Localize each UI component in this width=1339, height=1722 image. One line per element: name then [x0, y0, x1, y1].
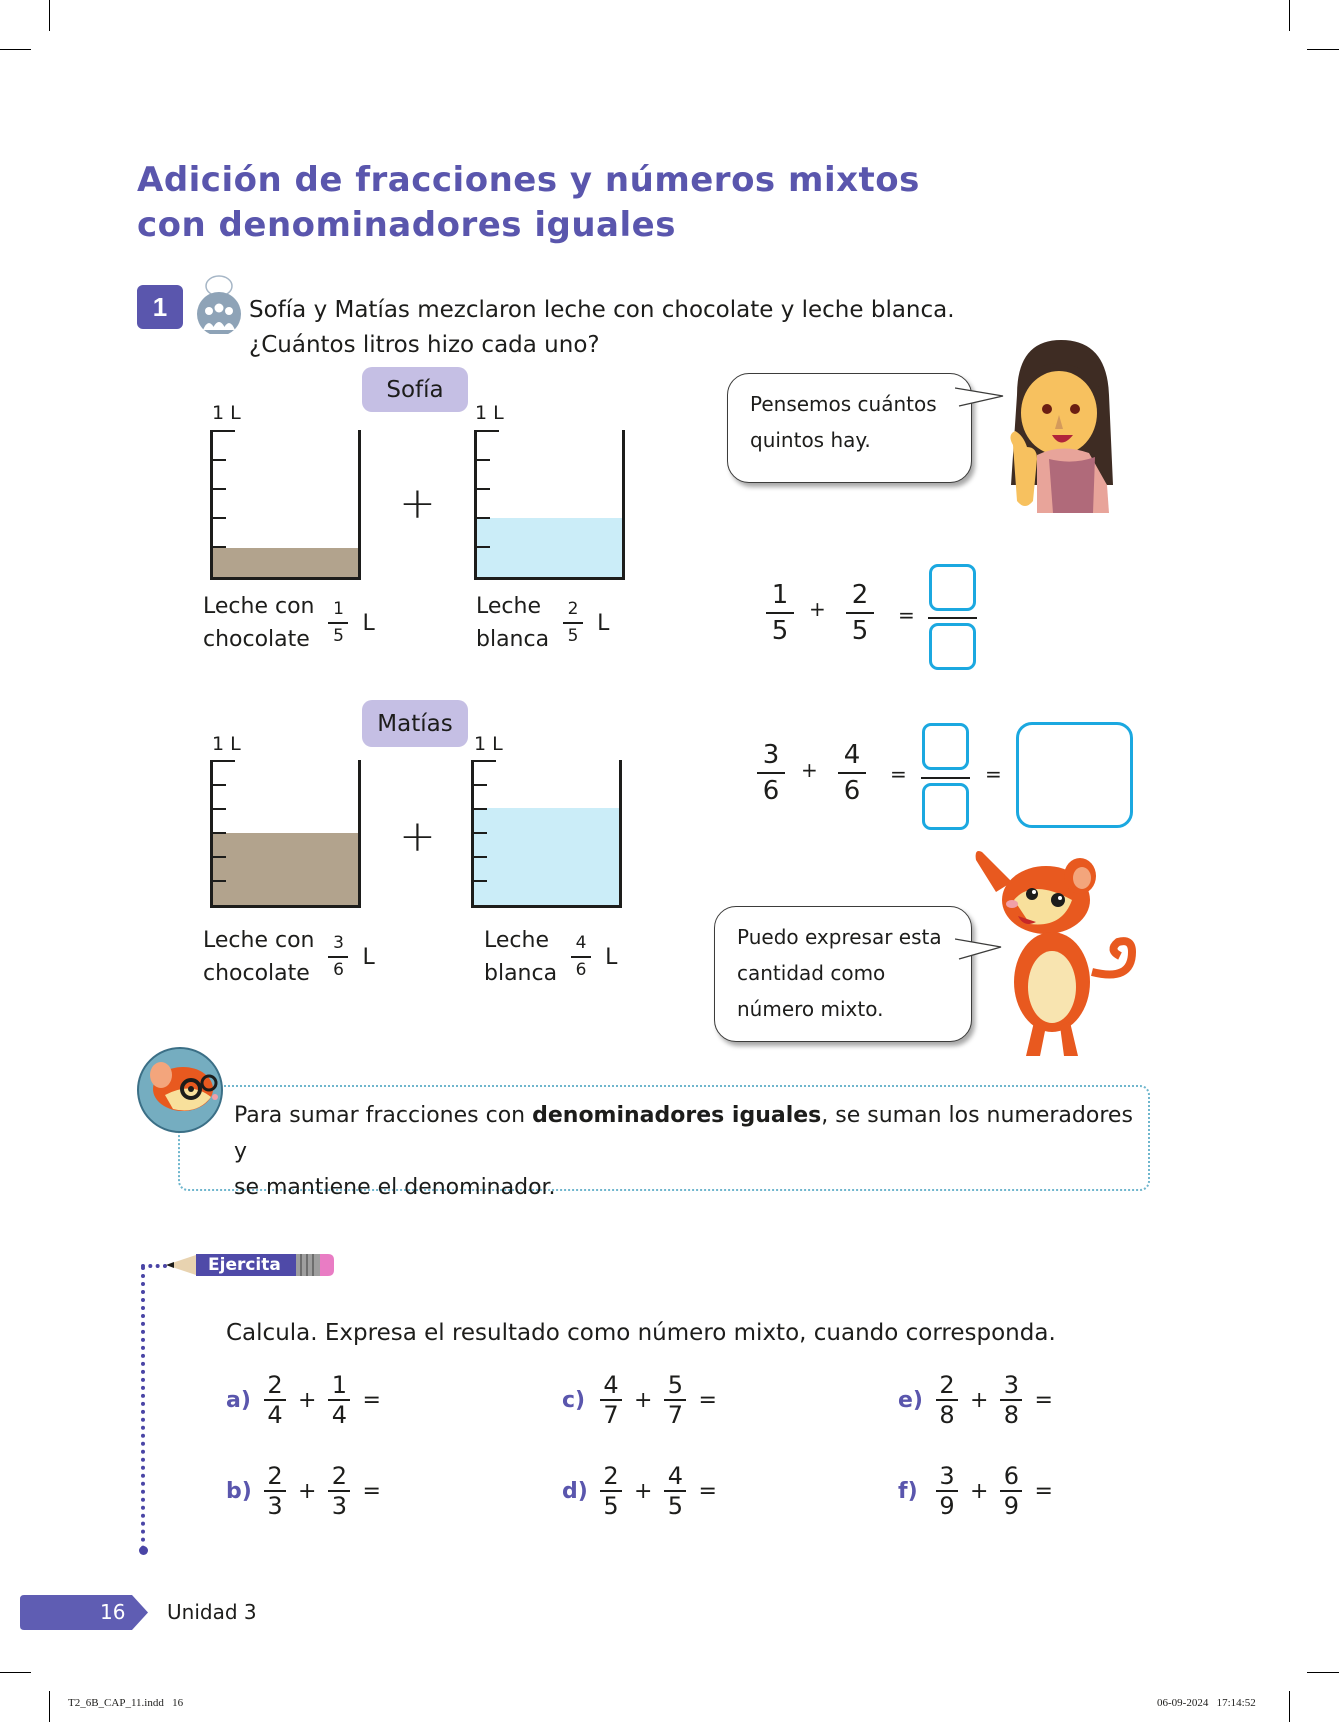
tick: [213, 546, 226, 548]
plus-sign: +: [634, 1478, 653, 1504]
tick: [474, 856, 487, 858]
fraction: [664, 1463, 686, 1519]
label-line: Leche: [484, 928, 549, 953]
tick: [213, 459, 226, 461]
label-line: chocolate: [203, 627, 310, 652]
fraction: [1000, 1463, 1022, 1519]
equals-sign: =: [698, 1387, 717, 1413]
denominator: 9: [939, 1492, 955, 1520]
crop-mark: [49, 1691, 50, 1722]
equals-sign: =: [890, 762, 907, 786]
fraction: [328, 1372, 350, 1428]
numerator: 2: [267, 1371, 283, 1399]
numerator: 2: [851, 580, 869, 610]
beaker-chocolate-matias: [210, 760, 361, 908]
fraction: [328, 934, 348, 980]
item-label: b): [226, 1478, 252, 1504]
numerator: 6: [1003, 1462, 1020, 1490]
label-white-matias: [484, 924, 617, 990]
fraction-bar: [928, 617, 977, 619]
denominator: 5: [771, 616, 789, 646]
unit: L: [362, 610, 375, 636]
ejercita-pencil-tag: [166, 1251, 334, 1279]
tick: [213, 856, 226, 858]
denominator: 5: [333, 626, 344, 646]
equals-sign: =: [362, 1478, 381, 1504]
bubble-line: quintos hay.: [750, 428, 871, 452]
numerator: 1: [333, 599, 344, 619]
info-line-2: se mantiene el denominador.: [234, 1175, 556, 1200]
bubble-line: número mixto.: [737, 997, 884, 1021]
capacity-label: 1 L: [475, 402, 504, 424]
info-line-1: [234, 1098, 1134, 1170]
numerator: 1: [331, 1371, 348, 1399]
capacity-label: 1 L: [212, 402, 241, 424]
exercise-item-d: [562, 1463, 717, 1519]
denominator: 4: [267, 1401, 283, 1429]
fraction: [264, 1372, 286, 1428]
equals-sign: =: [698, 1478, 717, 1504]
speech-bubble-girl: [727, 373, 972, 483]
numerator: 3: [762, 740, 780, 770]
plus-sign: +: [970, 1478, 989, 1504]
label-chocolate-matias: [203, 924, 375, 990]
bubble-line: cantidad como: [737, 961, 886, 985]
plus-sign: +: [399, 478, 436, 529]
denominator: 5: [667, 1492, 684, 1520]
tick: [213, 832, 226, 834]
capacity-label: 1 L: [212, 733, 241, 755]
tick: [474, 808, 487, 810]
page-number: 16: [100, 1600, 126, 1624]
denominator: 5: [567, 626, 579, 646]
label-line: chocolate: [203, 961, 310, 986]
equals-sign: =: [362, 1387, 381, 1413]
numerator: 2: [267, 1462, 283, 1490]
answer-box-mixed-number[interactable]: [1016, 722, 1133, 828]
fraction: [600, 1372, 622, 1428]
fraction: [936, 1372, 958, 1428]
monkey-illustration: [952, 842, 1152, 1062]
print-slug-date: 06-09-2024 17:14:52: [1157, 1697, 1256, 1709]
unit: L: [597, 610, 610, 636]
tick: [477, 430, 499, 432]
problem-prompt: [249, 293, 955, 363]
tick: [474, 760, 496, 762]
numerator: 4: [603, 1371, 619, 1399]
equation2-fraction-b: [838, 740, 866, 806]
answer-box-numerator[interactable]: [929, 564, 976, 611]
group-discussion-icon: [195, 274, 245, 334]
item-label: f): [898, 1478, 918, 1504]
tick: [213, 430, 235, 432]
label-line: Leche con: [203, 928, 315, 953]
numerator: 5: [667, 1371, 684, 1399]
numerator: 1: [771, 580, 789, 610]
ejercita-label: Ejercita: [208, 1255, 281, 1275]
denominator: 9: [1003, 1492, 1020, 1520]
numerator: 4: [667, 1462, 684, 1490]
denominator: 6: [762, 776, 780, 806]
numerator: 4: [843, 740, 861, 770]
fraction: [264, 1463, 286, 1519]
name-tag-matias: Matías: [362, 700, 468, 747]
beaker-white-sofia: [474, 430, 625, 580]
prompt-line-1: Sofía y Matías mezclaron leche con chocolate y leche blanca.: [249, 297, 955, 323]
answer-box-numerator[interactable]: [922, 723, 969, 770]
liquid-white: [474, 808, 619, 905]
plus-sign: +: [801, 758, 818, 782]
fraction-bar: [921, 777, 970, 779]
exercise-instruction: Calcula. Expresa el resultado como número mixto, cuando corresponda.: [226, 1320, 1056, 1346]
tick: [213, 880, 226, 882]
prompt-line-2: ¿Cuántos litros hizo cada uno?: [249, 332, 600, 358]
denominator: 6: [333, 960, 344, 980]
crop-mark: [0, 49, 31, 50]
speech-bubble-monkey: [714, 906, 972, 1042]
equals-sign: =: [1034, 1478, 1053, 1504]
tick: [213, 808, 226, 810]
plus-sign: +: [634, 1387, 653, 1413]
crop-mark: [49, 0, 50, 31]
equals-sign: =: [985, 762, 1002, 786]
crop-mark: [1289, 0, 1290, 31]
denominator: 3: [331, 1492, 348, 1520]
info-text-bold: denominadores iguales: [532, 1103, 822, 1128]
denominator: 8: [939, 1401, 955, 1429]
equation1-fraction-a: [766, 580, 794, 646]
liquid-chocolate: [213, 833, 358, 906]
denominator: 6: [575, 960, 587, 980]
numerator: 2: [939, 1371, 955, 1399]
tick: [477, 546, 490, 548]
liquid-chocolate: [213, 548, 358, 577]
fraction: [571, 934, 591, 980]
crop-mark: [1307, 1672, 1339, 1673]
name-tag-sofia: Sofía: [362, 367, 468, 412]
answer-box-denominator[interactable]: [922, 783, 969, 830]
bubble-line: Puedo expresar esta: [737, 925, 942, 949]
info-text: [234, 1098, 1134, 1206]
tick: [213, 488, 226, 490]
plus-sign: +: [298, 1387, 317, 1413]
equals-sign: =: [898, 603, 915, 627]
numerator: 2: [603, 1462, 619, 1490]
exercise-item-e: [898, 1372, 1053, 1428]
tick: [477, 517, 490, 519]
exercise-item-c: [562, 1372, 717, 1428]
tick: [477, 459, 490, 461]
page-number-tab: [20, 1595, 148, 1630]
tick: [474, 784, 487, 786]
denominator: 7: [603, 1401, 619, 1429]
label-line: blanca: [484, 961, 558, 986]
fraction: [328, 1463, 350, 1519]
label-line: Leche con: [203, 594, 315, 619]
page-title: [137, 158, 920, 248]
denominator: 3: [267, 1492, 283, 1520]
denominator: 5: [851, 616, 869, 646]
label-white-sofia: [476, 590, 609, 656]
unit-label: Unidad 3: [167, 1600, 257, 1624]
crop-mark: [1307, 49, 1339, 50]
unit: L: [605, 944, 618, 970]
item-label: a): [226, 1387, 251, 1413]
fraction: [600, 1463, 622, 1519]
tick: [213, 760, 235, 762]
fraction: [936, 1463, 958, 1519]
item-label: d): [562, 1478, 588, 1504]
plus-sign: +: [970, 1387, 989, 1413]
fraction: [664, 1372, 686, 1428]
plus-sign: +: [809, 597, 826, 621]
capacity-label: 1 L: [474, 733, 503, 755]
exercise-item-a: [226, 1372, 381, 1428]
print-slug-file: T2_6B_CAP_11.indd 16: [68, 1697, 184, 1709]
tick: [213, 784, 226, 786]
numerator: 3: [1003, 1371, 1020, 1399]
bubble-line: Pensemos cuántos: [750, 392, 937, 416]
denominator: 8: [1003, 1401, 1020, 1429]
tick: [213, 517, 226, 519]
tick: [477, 488, 490, 490]
tick: [474, 832, 487, 834]
plus-sign: +: [399, 811, 436, 862]
label-line: blanca: [476, 627, 550, 652]
exercise-item-b: [226, 1463, 381, 1519]
item-label: e): [898, 1387, 923, 1413]
label-chocolate-sofia: [203, 590, 375, 656]
liquid-white: [477, 518, 622, 577]
equation2-fraction-a: [757, 740, 785, 806]
fraction: [1000, 1372, 1022, 1428]
numerator: 3: [939, 1462, 955, 1490]
numerator: 2: [331, 1462, 348, 1490]
item-label: c): [562, 1387, 586, 1413]
beaker-chocolate-sofia: [210, 430, 361, 580]
numerator: 4: [575, 933, 587, 953]
numerator: 3: [333, 933, 344, 953]
title-line-2: con denominadores iguales: [137, 205, 676, 245]
problem-number-badge: 1: [137, 285, 183, 329]
info-text-segment: Para sumar fracciones con: [234, 1103, 533, 1128]
fraction: [563, 600, 583, 646]
crop-mark: [0, 1672, 31, 1673]
crop-mark: [1289, 1691, 1290, 1722]
dotted-connector: [141, 1266, 145, 1550]
numerator: 2: [567, 599, 579, 619]
girl-illustration: [997, 335, 1125, 513]
equation1-fraction-b: [846, 580, 874, 646]
tick: [474, 880, 487, 882]
fraction: [328, 600, 348, 646]
denominator: 5: [603, 1492, 619, 1520]
denominator: 4: [331, 1401, 348, 1429]
unit: L: [362, 944, 375, 970]
denominator: 6: [843, 776, 861, 806]
title-line-1: Adición de fracciones y números mixtos: [137, 160, 920, 200]
plus-sign: +: [298, 1478, 317, 1504]
denominator: 7: [667, 1401, 684, 1429]
info-text-segment: , se suman los numeradores y: [234, 1103, 1133, 1164]
beaker-white-matias: [471, 760, 622, 908]
dot-end: [139, 1546, 148, 1555]
mascot-glasses-avatar: [135, 1045, 225, 1135]
exercise-item-f: [898, 1463, 1053, 1519]
answer-box-denominator[interactable]: [929, 623, 976, 670]
equals-sign: =: [1034, 1387, 1053, 1413]
label-line: Leche: [476, 594, 541, 619]
